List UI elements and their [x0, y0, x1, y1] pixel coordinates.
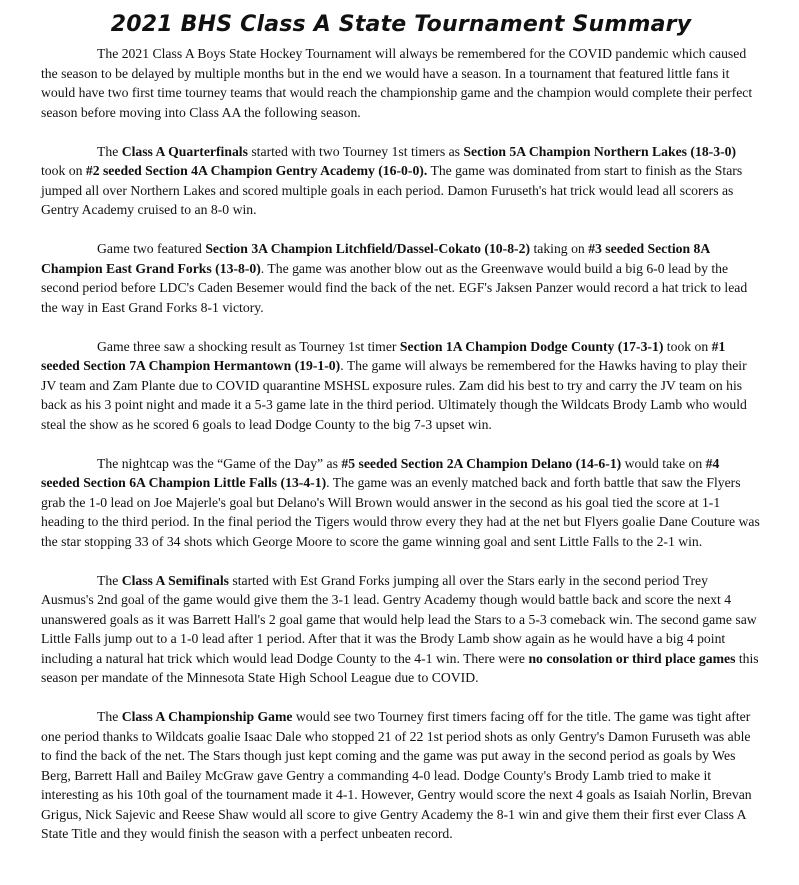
text-run: this season per mandate of the Minnesota State High School League due to COVID.	[41, 650, 759, 685]
paragraph-quarterfinal-game-one	[41, 142, 761, 220]
paragraph-intro	[41, 44, 761, 122]
paragraph-semifinals	[41, 571, 761, 688]
bold-run: Section 3A Champion Litchfield/Dassel-Cokato (10-8-2)	[205, 241, 531, 256]
bold-run: #4 seeded Section 6A Champion Little Falls (13-4-1)	[41, 455, 720, 490]
text-run: . The game was an evenly matched back and forth battle that saw the Flyers grab the 1-0 lead on Joe Majerle's goal but Delano's Will Brown would answer in the second as his goal tied the score at 1-1 heading to the third period. In the final period the Tigers would throw every they had at the net but Flyers goalie Dane Couture was the star stopping 33 of 34 shots which George Moore to score the game winning goal and sent Little Falls to the 2-1 win.	[41, 475, 760, 549]
text-run: . The game will always be remembered for the Hawks having to play their JV team and Zam Plante due to COVID quarantine MSHSL exposure rules. Zam did his best to try and carry the JV team on his back as his 3 point night and made it a 5-3 game late in the third period. Ultimately though the Wildcats Brody Lamb who would steal the show as he scored 6 goals to lead Dodge County to the big 7-3 upset win.	[41, 358, 747, 432]
text-run: . The game was another blow out as the Greenwave would build a big 6-0 lead by the second period before LDC's Caden Besemer would find the back of the net. EGF's Jaksen Panzer would record a hat trick to lead the way in East Grand Forks 8-1 victory.	[41, 260, 748, 315]
document-title: 2021 BHS Class A State Tournament Summary	[110, 12, 692, 37]
text-run: taking on	[530, 241, 589, 256]
bold-run: Class A Championship Game	[121, 709, 293, 724]
intro-text: The 2021 Class A Boys State Hockey Tournament will always be remembered for the COVID pandemic which caused the season to be delayed by multiple months but in the end we would have a season. In a tournament that featured little fans it would have two first time tourney teams that would reach the championship game and the champion would complete their perfect season before moving into Class AA the following season.	[41, 46, 753, 120]
text-run: would take on	[621, 455, 706, 471]
paragraph-quarterfinal-game-three	[41, 337, 761, 435]
text-run: Game three saw a shocking result as Tourney 1st timer	[97, 338, 400, 354]
text-run: would see two Tourney first timers facing off for the title. The game was tight after one period thanks to Wildcats goalie Isaac Dale who stopped 21 of 22 1st period shots as only Gentry's Damon Furuseth was able to find the back of the net. The Stars though just kept coming and the game was put away in the second period as goals by Wes Berg, Barrett Hall and Bailey McGraw gave Gentry a commanding 4-0 lead. Dodge County's Brody Lamb tried to make it interesting as his 10th goal of the tournament made it 4-1. However, Gentry would score the next 4 goals as Isaiah Norlin, Brevan Grigus, Nick Sajevic and Reese Shaw would all score to give Gentry Academy the 8-1 win and give them their first ever Class A State Title and they would finish the season with a perfect unbeaten record.	[41, 709, 752, 841]
text-run: took on	[41, 163, 86, 178]
bold-run: no consolation or third place games	[528, 650, 736, 666]
bold-run: Section 5A Champion Northern Lakes (18-3-0)	[463, 143, 737, 159]
bold-run: Class A Semifinals	[121, 572, 229, 588]
paragraph-quarterfinal-game-two	[41, 239, 761, 317]
text-run: started with two Tourney 1st timers as	[247, 143, 464, 159]
text-run: The	[97, 572, 122, 588]
text-run: Game two featured	[97, 241, 206, 256]
bold-run: #2 seeded Section 4A Champion Gentry Academy (16-0-0).	[85, 163, 428, 178]
text-run: started with Est Grand Forks jumping all over the Stars early in the second period Trey Ausmus's 2nd goal of the game would give them the 3-1 lead. Gentry Academy though would battle back and score the next 4 unanswered goals as it was Barrett Hall's 2 goal game that would help lead the Stars to a 5-3 comeback win. The second game saw Little Falls jump out to a 1-0 lead after 1 period. After that it was the Brody Lamb show again as he would have a big 4 point including a natural hat trick which would lead Dodge County to the 4-1 win. There were	[41, 572, 757, 666]
text-run: The	[97, 709, 122, 724]
text-run: The game was dominated from start to finish as the Stars jumped all over Northern Lakes and scored multiple goals in each period. Damon Furuseth's hat trick would lead all scorers as Gentry Academy cruised to an 8-0 win.	[41, 163, 743, 217]
bold-run: Section 1A Champion Dodge County (17-3-1)	[399, 338, 664, 354]
bold-run: #1 seeded Section 7A Champion Hermantown (19-1-0)	[41, 338, 726, 373]
text-run: took on	[663, 338, 712, 354]
text-run: The	[97, 143, 122, 159]
text-run: The nightcap was the “Game of the Day” as	[97, 455, 342, 471]
paragraph-championship	[41, 707, 761, 844]
paragraph-quarterfinal-game-four	[41, 454, 761, 552]
bold-run: Class A Quarterfinals	[121, 143, 248, 159]
bold-run: #5 seeded Section 2A Champion Delano (14-6-1)	[341, 455, 622, 471]
bold-run: #3 seeded Section 8A Champion East Grand Forks (13-8-0)	[41, 241, 710, 276]
